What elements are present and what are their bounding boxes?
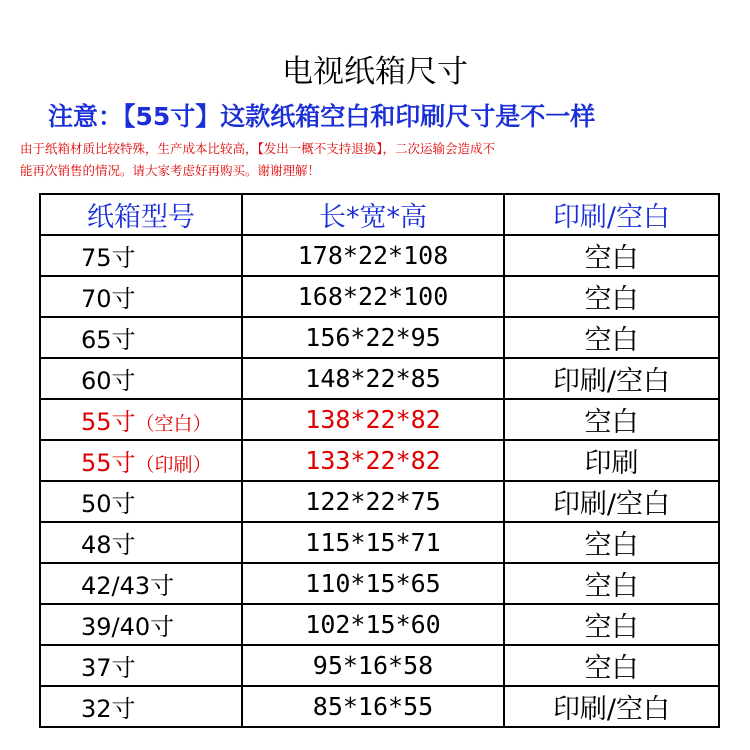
cell-print-type: 空白 <box>504 522 719 563</box>
cell-model <box>40 522 242 563</box>
table-row <box>40 563 719 604</box>
cell-print-type: 空白 <box>504 235 719 276</box>
notice-text: 注意：【55寸】这款纸箱空白和印刷尺寸是不一样 <box>48 102 596 131</box>
cell-model <box>40 358 242 399</box>
cell-model <box>40 399 242 440</box>
model-label: 75寸 <box>81 244 136 272</box>
model-label: 48寸 <box>81 531 136 559</box>
cell-dimensions: 168*22*100 <box>242 276 504 317</box>
cell-print-type: 印刷/空白 <box>504 358 719 399</box>
cell-model <box>40 645 242 686</box>
cell-print-type: 空白 <box>504 276 719 317</box>
cell-dimensions: 133*22*82 <box>242 440 504 481</box>
cell-model <box>40 235 242 276</box>
table-row <box>40 522 719 563</box>
table-row <box>40 440 719 481</box>
cell-model <box>40 317 242 358</box>
cell-dimensions: 85*16*55 <box>242 686 504 727</box>
cell-print-type: 空白 <box>504 317 719 358</box>
cell-print-type: 印刷/空白 <box>504 481 719 522</box>
table-row <box>40 276 719 317</box>
table-row <box>40 686 719 727</box>
model-sublabel: （印刷） <box>135 454 212 476</box>
model-label: 65寸 <box>81 326 136 354</box>
model-sublabel: （空白） <box>135 413 212 435</box>
header-model: 纸箱型号 <box>40 194 242 235</box>
header-dimensions: 长*宽*高 <box>242 194 504 235</box>
cell-dimensions: 110*15*65 <box>242 563 504 604</box>
model-label: 42/43寸 <box>81 572 175 600</box>
cell-dimensions: 148*22*85 <box>242 358 504 399</box>
cell-print-type: 空白 <box>504 645 719 686</box>
cell-print-type: 印刷/空白 <box>504 686 719 727</box>
model-label: 55寸 <box>81 449 136 477</box>
description-line-1: 由于纸箱材质比较特殊，生产成本比较高，【发出一概不支持退换】，二次运输会造成不 <box>20 141 496 156</box>
cell-print-type: 空白 <box>504 399 719 440</box>
description-line-2: 能再次销售的情况。请大家考虑好再购买。谢谢理解！ <box>20 163 321 178</box>
cell-model <box>40 481 242 522</box>
cell-model <box>40 440 242 481</box>
size-table <box>39 193 720 728</box>
cell-print-type: 印刷 <box>504 440 719 481</box>
table-row <box>40 399 719 440</box>
cell-dimensions: 115*15*71 <box>242 522 504 563</box>
cell-print-type: 空白 <box>504 563 719 604</box>
cell-dimensions: 95*16*58 <box>242 645 504 686</box>
table-row <box>40 317 719 358</box>
model-label: 70寸 <box>81 285 136 313</box>
table-header-row <box>40 194 719 235</box>
model-label: 37寸 <box>81 654 136 682</box>
model-label: 50寸 <box>81 490 136 518</box>
cell-dimensions: 178*22*108 <box>242 235 504 276</box>
table-row <box>40 481 719 522</box>
header-print-type: 印刷/空白 <box>504 194 719 235</box>
cell-dimensions: 102*15*60 <box>242 604 504 645</box>
page-title: 电视纸箱尺寸 <box>282 54 468 90</box>
cell-dimensions: 138*22*82 <box>242 399 504 440</box>
model-label: 39/40寸 <box>81 613 175 641</box>
model-label: 32寸 <box>81 695 136 723</box>
model-label: 55寸 <box>81 408 136 436</box>
cell-model <box>40 686 242 727</box>
table-row <box>40 604 719 645</box>
cell-dimensions: 156*22*95 <box>242 317 504 358</box>
cell-dimensions: 122*22*75 <box>242 481 504 522</box>
table-row <box>40 235 719 276</box>
cell-model <box>40 276 242 317</box>
cell-model <box>40 563 242 604</box>
cell-model <box>40 604 242 645</box>
table-row <box>40 645 719 686</box>
table-row <box>40 358 719 399</box>
cell-print-type: 空白 <box>504 604 719 645</box>
model-label: 60寸 <box>81 367 136 395</box>
